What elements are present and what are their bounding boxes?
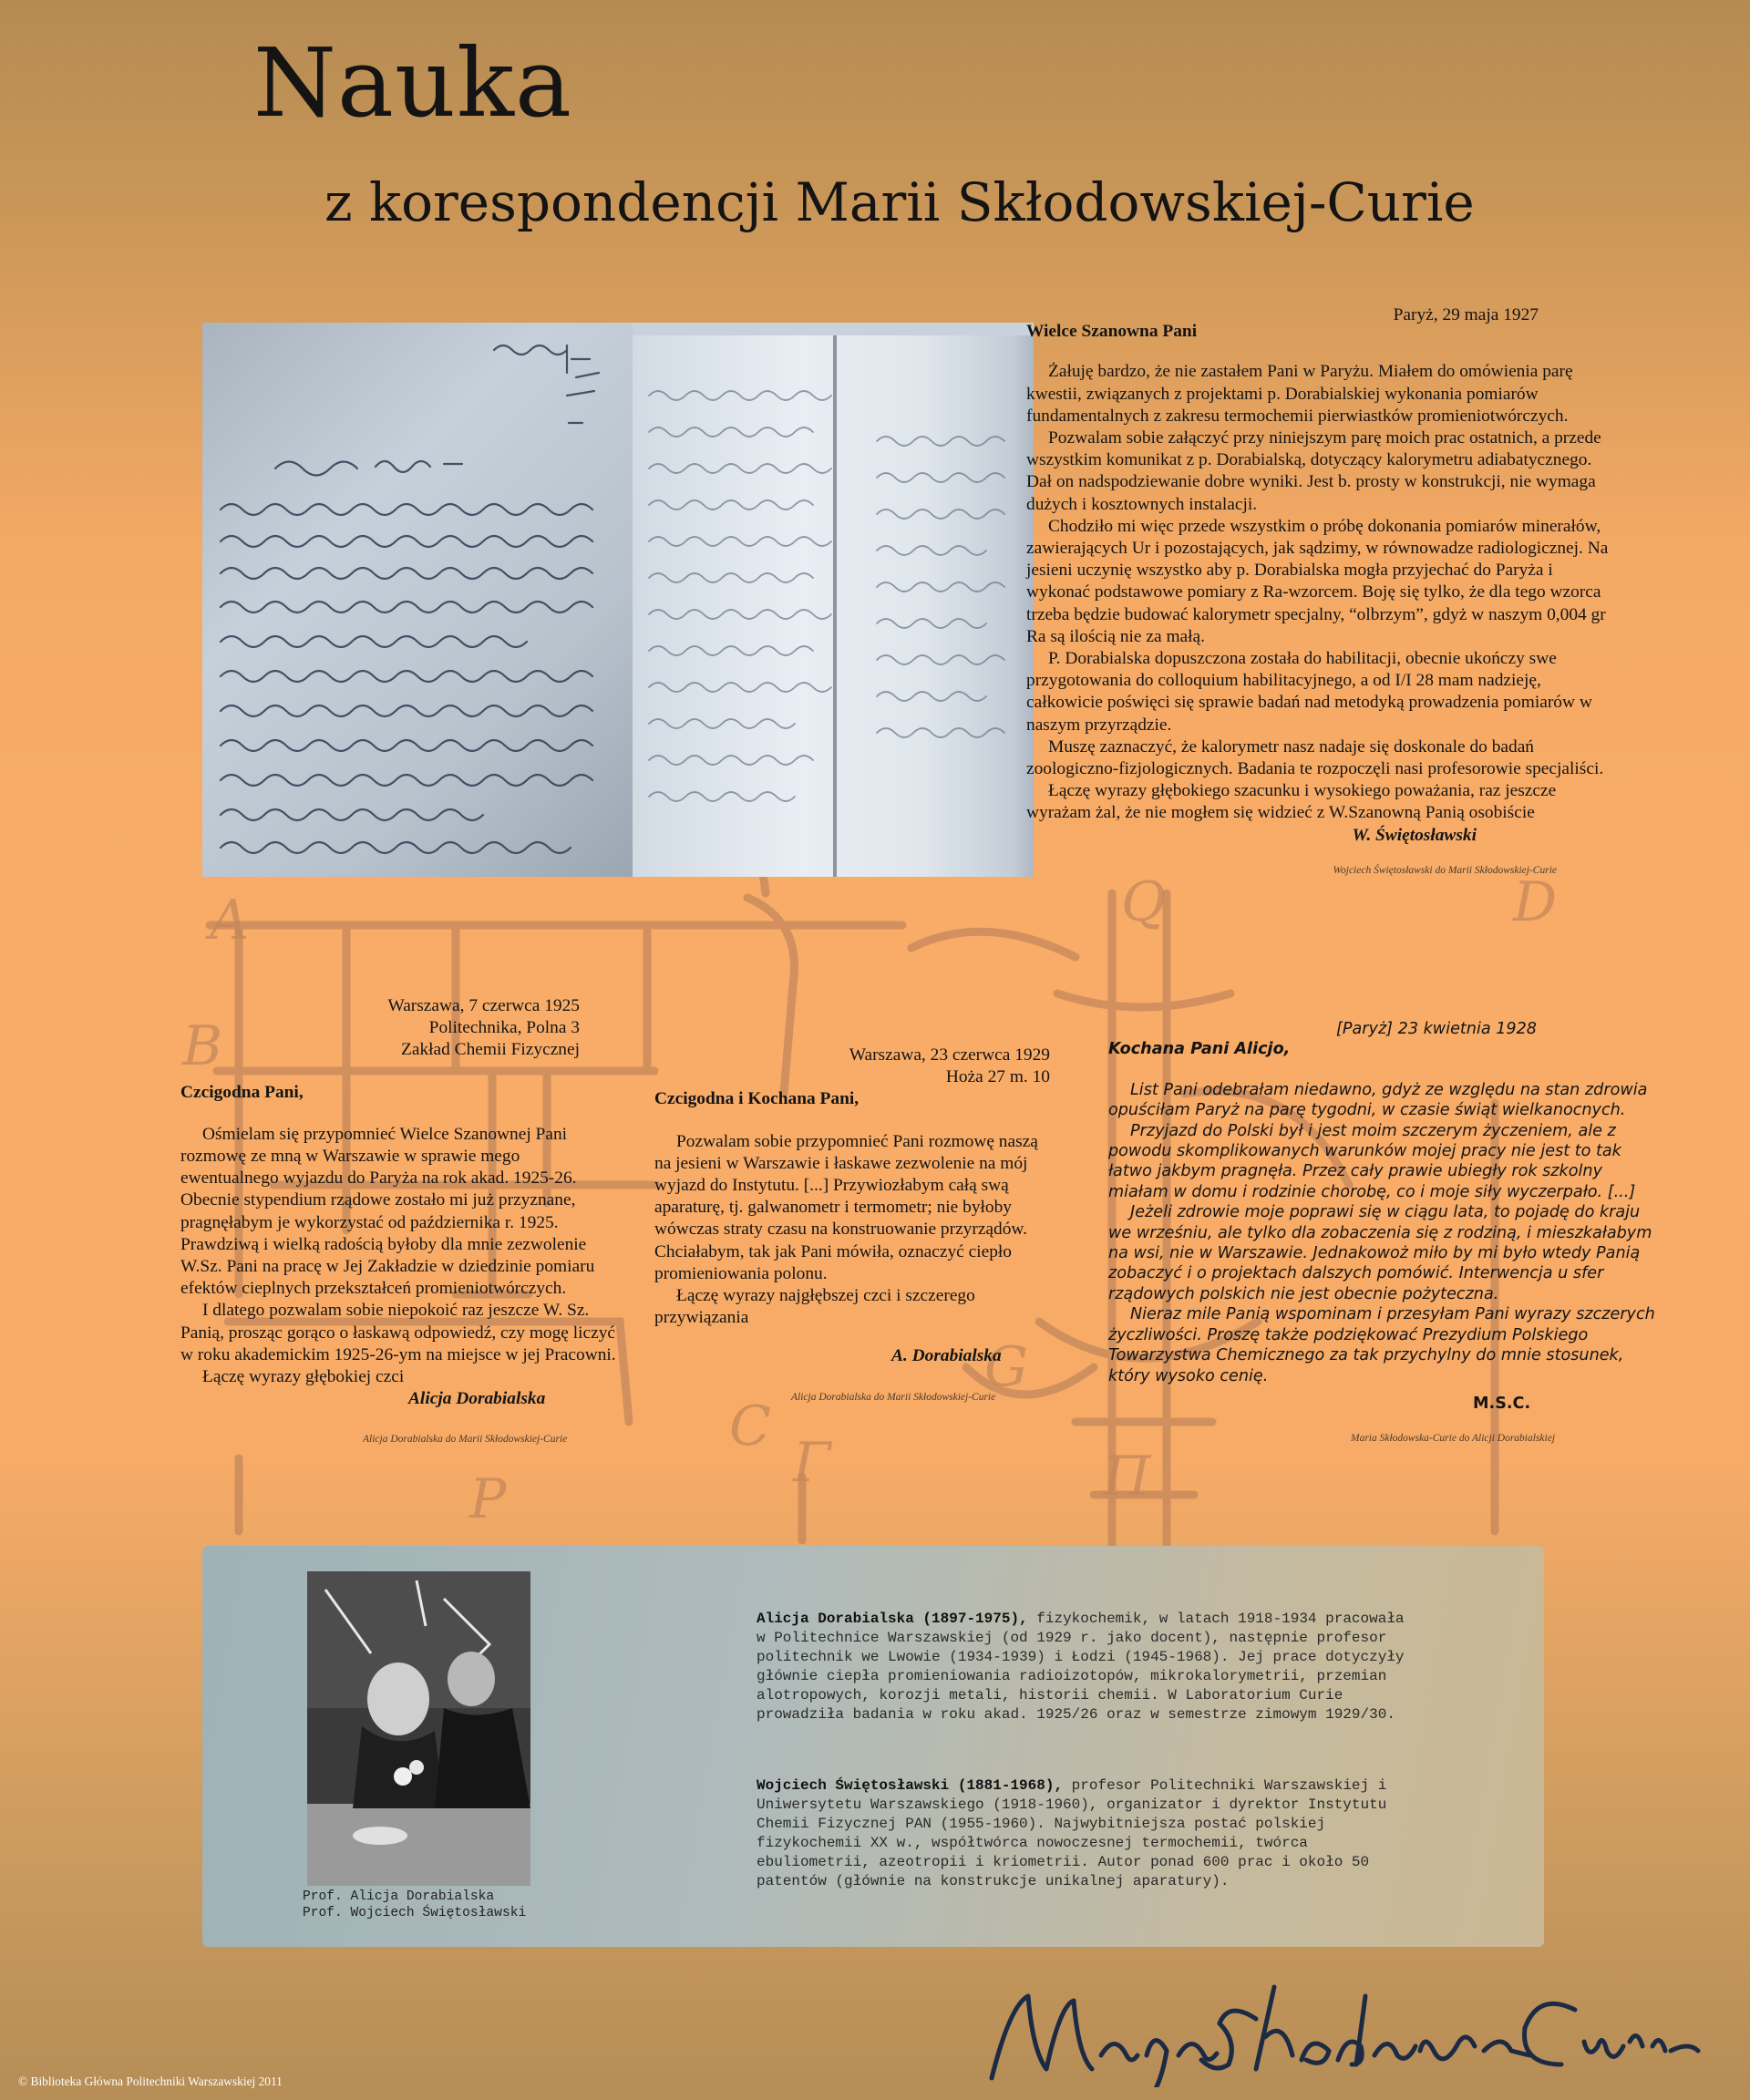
bio-name: Alicja Dorabialska (1897-1975), bbox=[757, 1611, 1028, 1627]
photo-caption: Prof. Alicja Dorabialska Prof. Wojciech Świętosławski bbox=[303, 1889, 527, 1920]
letter-signature: Alicja Dorabialska bbox=[408, 1389, 546, 1409]
letter-caption: Wojciech Świętosławski do Marii Skłodowskiej-Curie bbox=[1333, 864, 1557, 876]
letter-greeting: Kochana Pani Alicjo, bbox=[1108, 1040, 1291, 1059]
letter-dorabialska-1929 bbox=[654, 1045, 1055, 1408]
letter-paragraph: P. Dorabialska dopuszczona została do habilitacji, obecnie ukończy swe przygotowania do colloquium habilitacyjnego, a od I/I 28 mam nadzieję, całkowicie poświęci się sprawie badań nad metodyką prowadzenia pomiarów w naszym przyrządzie. bbox=[1026, 649, 1592, 735]
letter-greeting: Czcigodna Pani, bbox=[180, 1082, 304, 1102]
letter-paragraph: Łączę wyrazy głębokiej czci bbox=[202, 1367, 405, 1387]
portrait-photo-drawing bbox=[307, 1571, 530, 1886]
letter-caption: Alicja Dorabialska do Marii Skłodowskiej-Curie bbox=[363, 1434, 568, 1446]
manuscript-scan-image bbox=[202, 323, 1034, 877]
letter-paragraph: Jeżeli zdrowie moje poprawi się w ciągu lata, to pojadę do kraju we wrześniu, ale tylko dla zobaczenia się z rodziną, i mieszkałabym na wsi, nie w Warszawie. Jednakowoż miło by mi było wtedy Panią zobaczyć i o projektach dalszych pomówić. Interwencja u sfer rządowych polskich nie jest obecnie pożyteczna. bbox=[1108, 1203, 1652, 1303]
letter-paragraph: Przyjazd do Polski był i jest moim szczerym życzeniem, ale z powodu skomplikowanych warunków mojej pracy nie jest to tak łatwo jakbym pragnęła. Przez cały prawie ubiegły rok szkolny miałam w domu i rodzinie chorobę, co i moje siły wyczerpało. [...] bbox=[1108, 1121, 1636, 1201]
letter-greeting: Czcigodna i Kochana Pani, bbox=[654, 1089, 860, 1109]
letter-signature: A. Dorabialska bbox=[891, 1346, 1002, 1366]
svg-text:P: P bbox=[469, 1467, 507, 1531]
bio-dorabialska bbox=[757, 1610, 1413, 1724]
letter-paragraph: Nieraz mile Panią wspominam i przesyłam Pani wyrazy szczerych życzliwości. Proszę także podziękować Prezydium Polskiego Towarzystwa Chemicznego za tak przychylny do mnie stosunek, który wysoko cenię. bbox=[1108, 1305, 1655, 1385]
svg-text:D: D bbox=[1513, 870, 1558, 934]
bio-text: profesor Politechniki Warszawskiej i Uniwersytetu Warszawskiego (1918-1960), organizator i dyrektor Instytutu Chemii Fizycznej PAN (1955-1960). Najwybitniejsza postać polskiej fizykochemii XX w., współtwórca nowoczesnej termochemii, twórca ebuliometrii, azeotropii i kriometrii. Autor ponad 600 prac i około 50 patentów (głównie na konstrukcje unikalnej aparatury). bbox=[757, 1777, 1387, 1889]
letter-signature: M.S.C. bbox=[1473, 1394, 1531, 1413]
portrait-photo bbox=[307, 1571, 530, 1886]
curie-signature-image bbox=[983, 1969, 1703, 2087]
letter-paragraph: I dlatego pozwalam sobie niepokoić raz jeszcze W. Sz. Panią, prosząc gorąco o łaskawą odpowiedź, czy mogę liczyć w roku akademickim 1925-26-ym na miejsce w jej Pracowni. bbox=[180, 1301, 616, 1364]
bio-swietoslawski bbox=[757, 1776, 1413, 1891]
letter-dorabialska-1925 bbox=[180, 995, 618, 1451]
svg-text:A: A bbox=[210, 889, 250, 952]
svg-text:G: G bbox=[984, 1335, 1028, 1399]
handwriting-strokes bbox=[202, 323, 1034, 877]
letter-address: Warszawa, 7 czerwca 1925 Politechnika, Polna 3 Zakład Chemii Fizycznej bbox=[387, 996, 580, 1060]
letter-paragraph: Pozwalam sobie załączyć przy niniejszym parę moich prac ostatnich, a przede wszystkim komunikat z p. Dorabialską, dotyczący kalorymetru adiabatycznego. Dał on nadspodziewanie dobre wyniki. Jest b. prosty w konstrukcji, nie wymaga dużych i kosztownych instalacji. bbox=[1026, 428, 1601, 514]
letter-paragraph: Łączę wyrazy głębokiego szacunku i wysokiego poważania, raz jeszcze wyrażam żal, że nie mogłem się widzieć z W.Szanowną Panią osobiście bbox=[1026, 781, 1557, 823]
svg-text:B: B bbox=[182, 1014, 223, 1078]
letter-greeting: Wielce Szanowna Pani bbox=[1026, 322, 1198, 342]
bio-name: Wojciech Świętosławski (1881-1968), bbox=[757, 1777, 1064, 1794]
letter-paragraph: Żałuję bardzo, że nie zastałem Pani w Paryżu. Miałem do omówienia parę kwestii, związanych z projektami p. Dorabialskiej wykonania pomiarów fundamentalnych z zakresu termochemii pierwiastków promieniotwórczych. bbox=[1026, 362, 1573, 426]
svg-text:Π: Π bbox=[1103, 1445, 1151, 1508]
letter-curie-1928 bbox=[1108, 1019, 1655, 1449]
letter-paragraph: Ośmielam się przypomnieć Wielce Szanownej Pani rozmowę ze mną w Warszawie w sprawie mego ewentualnego wyjazdu do Paryża na rok akad. 1925-26. Obecnie stypendium rządowe zostało mi już przyznane, pragnęłabym je wykorzystać od października r. 1925. Prawdziwą i wielką radością byłoby dla mnie zezwolenie W.Sz. Pani na pracę w Jej Zakładzie w dziedzinie pomiaru efektów cieplnych przekształceń promieniotwórczych. bbox=[180, 1124, 595, 1299]
letter-swietoslawski-1927 bbox=[1026, 304, 1610, 881]
letter-date: Paryż, 29 maja 1927 bbox=[1393, 305, 1539, 324]
letter-paragraph: Muszę zaznaczyć, że kalorymetr nasz nadaje się doskonale do badań zoologiczno-fizjologicznych. Badania te rozpoczęli nasi profesorowie specjaliści. bbox=[1026, 736, 1604, 779]
letter-date: [Paryż] 23 kwietnia 1928 bbox=[1336, 1020, 1537, 1038]
letter-signature: W. Świętosławski bbox=[1352, 825, 1477, 845]
svg-text:Q: Q bbox=[1121, 870, 1167, 934]
letter-paragraph: Pozwalam sobie przypomnieć Pani rozmowę naszą na jesieni w Warszawie i łaskawe zezwolenie na mój wyjazd do Instytutu. [...] Przywiozłabym całą swą aparaturę, tj. galwanometr i termometr; nie byłoby wówczas straty czasu na konstruowanie przyrządów. Chciałabym, tak jak Pani mówiła, oznaczyć ciepło promieniowania polonu. bbox=[654, 1131, 1038, 1283]
page-subtitle: z korespondencji Marii Skłodowskiej-Curie bbox=[324, 171, 1475, 233]
letter-paragraph: Chodziło mi więc przede wszystkim o próbę dokonania pomiarów minerałów, zawierających Ur i pozostających, jak sądzimy, w równowadze radiologicznej. Na jesieni uczynię wszystko aby p. Dorabialska mogła przyjechać do Paryża i wykonać podstawowe pomiary z Ra-wzorcem. Boję się tylko, że dla tego wzorca trzeba będzie budować kalorymetr specjalny, “olbrzym”, gdyż w naszym 0,004 gr Ra są ilością nie za małą. bbox=[1026, 516, 1609, 646]
letter-address: Warszawa, 23 czerwca 1929 Hoża 27 m. 10 bbox=[849, 1045, 1050, 1087]
letter-paragraph: Łączę wyrazy najgłębszej czci i szczerego przywiązania bbox=[654, 1286, 975, 1328]
svg-text:C: C bbox=[729, 1395, 771, 1458]
letter-paragraph: List Pani odebrałam niedawno, gdyż ze względu na stan zdrowia opuściłam Paryż na parę tygodni, w czasie świąt wielkanocnych. bbox=[1108, 1080, 1648, 1120]
page-title: Nauka bbox=[253, 27, 573, 139]
letter-caption: Alicja Dorabialska do Marii Skłodowskiej-Curie bbox=[791, 1391, 996, 1403]
bio-text: fizykochemik, w latach 1918-1934 pracowała w Politechnice Warszawskiej (od 1929 r. jako docent), następnie profesor politechnik we Lwowie (1934-1939) i Łodzi (1945-1968). Jej prace dotyczyły głównie ciepła promieniowania radioizotopów, mikrokalorymetrii, przemian alotropowych, korozji metali, historii chemii. W Laboratorium Curie prowadziła badania w roku akad. 1925/26 oraz w semestrze zimowym 1929/30. bbox=[757, 1611, 1405, 1723]
letter-caption: Maria Skłodowska-Curie do Alicji Dorabialskiej bbox=[1351, 1433, 1556, 1445]
biography-panel bbox=[202, 1546, 1544, 1947]
copyright-notice: © Biblioteka Główna Politechniki Warszawskiej 2011 bbox=[18, 2074, 283, 2088]
svg-text:Γ: Γ bbox=[793, 1431, 831, 1495]
